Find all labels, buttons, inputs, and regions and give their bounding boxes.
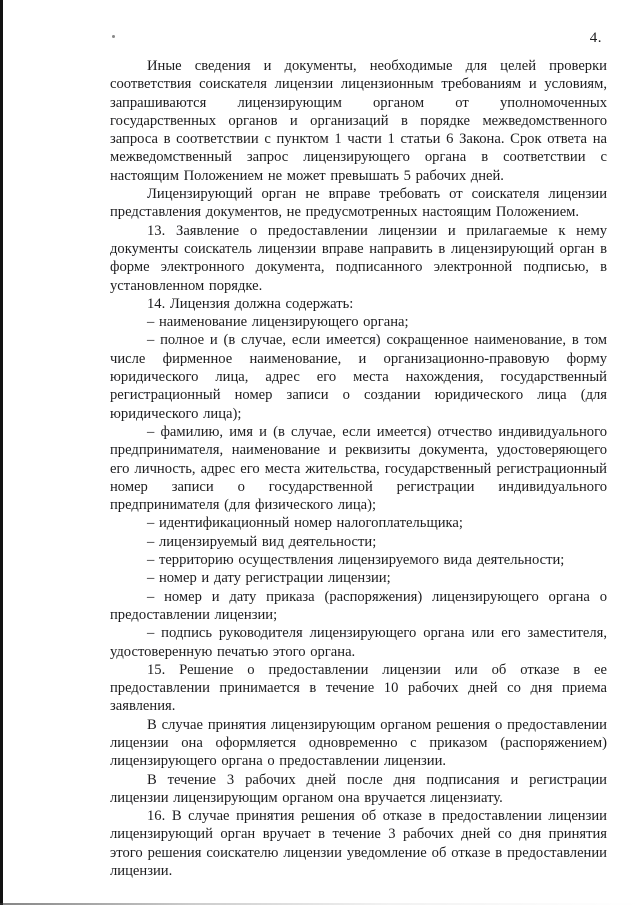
- paragraph: 14. Лицензия должна содержать:: [147, 295, 354, 312]
- paragraph: 16. В случае принятия решения об отказе в предоставлении лицензии лицензирующий орган вручает в течение 3 рабочих дней со дня принятия этого решения соискателю лицензии уведомление об отказе в предоставлении лицензии.: [110, 808, 607, 880]
- list-item: – подпись руководителя лицензирующего органа или его заместителя, удостоверенную печатью этого органа.: [110, 625, 607, 660]
- paragraph: Иные сведения и документы, необходимые для целей проверки соответствия соискателя лицензии лицензионным требованиям и условиям, запрашиваются лицензирующим органом от уполномоченных государственных органов и организаций в порядке межведомственного запроса в соответствии с пунктом 1 части 1 статьи 6 Закона. Срок ответа на межведомственный запрос лицензирующего органа в соответствии с настоящим Положением не может превышать 5 рабочих дней.: [110, 58, 607, 184]
- paragraph: В течение 3 рабочих дней после дня подписания и регистрации лицензии лицензирующим органом она вручается лицензиату.: [110, 771, 607, 806]
- list-item: – наименование лицензирующего органа;: [147, 314, 409, 331]
- list-item: – фамилию, имя и (в случае, если имеется) отчество индивидуального предпринимателя, наименование и реквизиты документа, удостоверяющего его личность, адрес его места жительства, государственный регистрационный номер записи о государственной регистрации индивидуального предпринимателя (для физического лица);: [110, 423, 607, 514]
- paragraph: 13. Заявление о предоставлении лицензии и прилагаемые к нему документы соискатель лицензии вправе направить в лицензирующий орган в форме электронного документа, подписанного электронной подписью, в установленном порядке.: [110, 222, 607, 294]
- list-item: – номер и дату регистрации лицензии;: [147, 570, 391, 587]
- list-item: – территорию осуществления лицензируемого вида деятельности;: [147, 552, 565, 569]
- list-item: – лицензируемый вид деятельности;: [147, 533, 377, 550]
- page-number: 4.: [589, 30, 602, 46]
- paragraph: В случае принятия лицензирующим органом решения о предоставлении лицензии она оформляется одновременно с приказом (распоряжением) лицензирующего органа о предоставлении лицензии.: [110, 716, 607, 770]
- list-item: – номер и дату приказа (распоряжения) лицензирующего органа о предоставлении лицензии;: [110, 588, 607, 623]
- list-item: – идентификационный номер налогоплательщика;: [147, 515, 463, 532]
- scan-edge-artifact-left: [0, 0, 3, 905]
- list-item: – полное и (в случае, если имеется) сокращенное наименование, в том числе фирменное наименование, и организационно-правовую форму юридического лица, адрес его места нахождения, государственный регистрационный номер записи о создании юридического лица (для юридического лица);: [110, 332, 607, 422]
- paragraph: 15. Решение о предоставлении лицензии или об отказе в ее предоставлении принимается в течение 10 рабочих дней со дня приема заявления.: [110, 661, 607, 715]
- document-text-block: [110, 57, 607, 880]
- scan-speck-artifact: [112, 35, 115, 38]
- paragraph: Лицензирующий орган не вправе требовать от соискателя лицензии представления документов, не предусмотренных настоящим Положением.: [110, 186, 607, 221]
